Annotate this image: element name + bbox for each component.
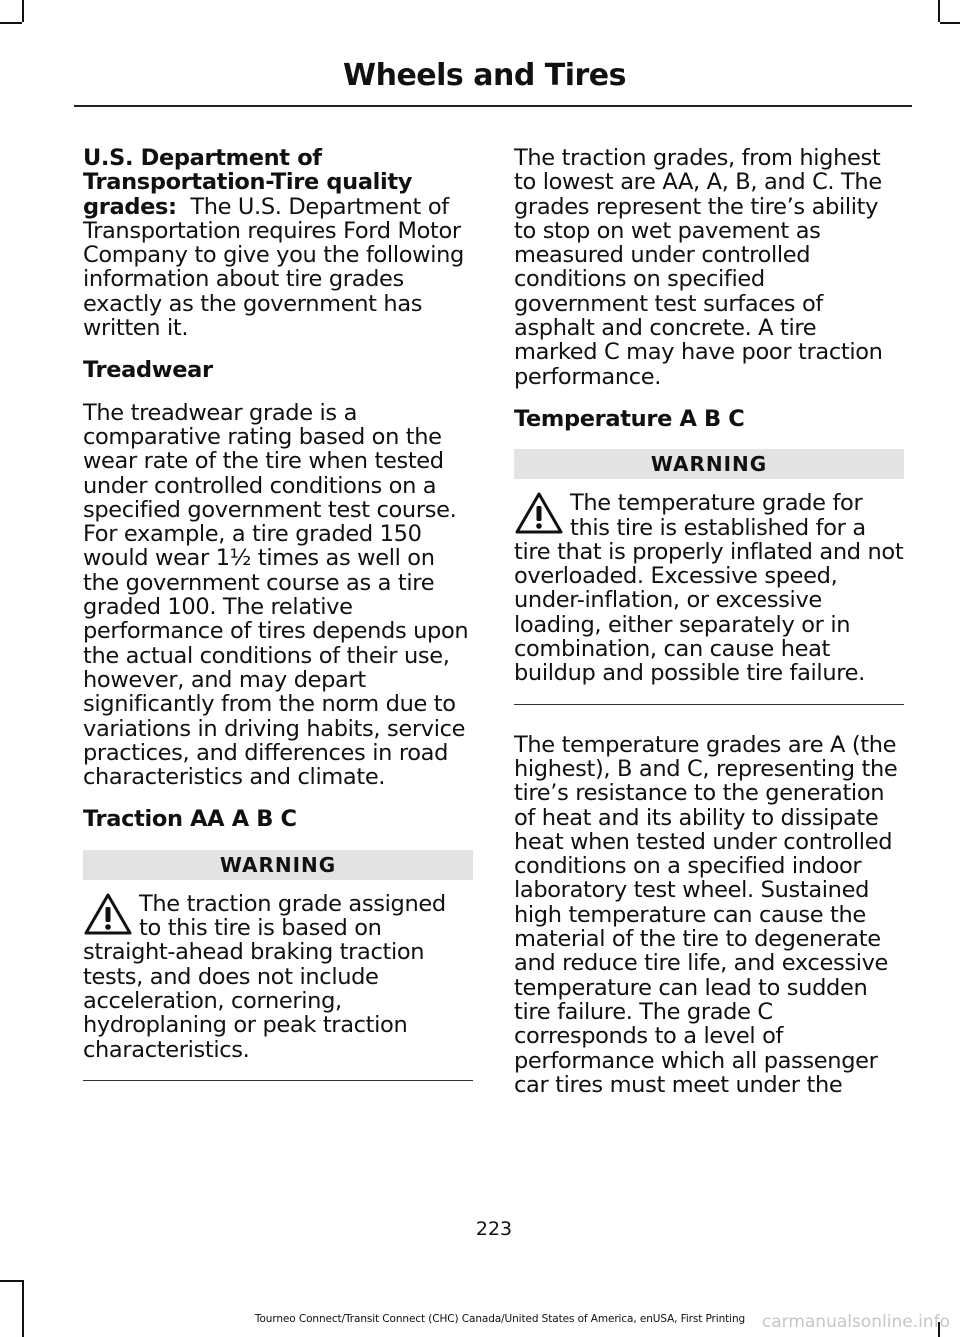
intro-paragraph: [83, 146, 473, 340]
warning-label: WARNING: [514, 449, 904, 479]
warning-body: [514, 491, 904, 685]
crop-mark-top-right: [938, 0, 940, 22]
traction-grades-text: The traction grades, from highest to lowest are AA, A, B, and C. The grades represent the tire’s ability to stop on wet pavement as measured under controlled conditions on specified government test surfaces of asphalt and concrete. A tire marked C may have poor traction performance.: [514, 145, 883, 390]
page-title: Wheels and Tires: [343, 58, 626, 93]
traction-heading: Traction AA A B C: [83, 806, 297, 833]
crop-mark-top-left-h: [0, 22, 22, 24]
right-column: [514, 146, 904, 1115]
treadwear-text: The treadwear grade is a comparative rating based on the wear rate of the tire when tested under controlled conditions on a specified government test course. For example, a tire graded 150 would wear 1½ times as well on the government course as a tire graded 100. The relative performance of tires depends upon the actual conditions of their use, however, and may depart significantly from the norm due to variations in driving habits, service practices, and differences in road characteristics and climate.: [83, 399, 469, 791]
warning-text: The temperature grade for this tire is established for a tire that is properly inflated and not overloaded. Excessive speed, under-inflation, or excessive loading, either separately or in combination, can cause heat buildup and possible tire failure.: [514, 490, 904, 687]
page-number: 223: [475, 1218, 513, 1240]
crop-mark-bottom-left-h: [0, 1280, 22, 1282]
crop-mark-top-left: [22, 0, 24, 22]
warning-rule: [83, 1080, 473, 1081]
warning-triangle-icon: [83, 892, 133, 936]
treadwear-heading: Treadwear: [83, 357, 213, 384]
crop-mark-top-right-h: [940, 22, 960, 24]
temperature-text: The temperature grades are A (the highest), B and C, representing the tire’s resistance to the generation of heat and its ability to dissipate heat when tested under controlled conditions on a specified indoor laboratory test wheel. Sustained high temperature can cause the material of the tire to degenerate and reduce tire life, and excessive temperature can lead to sudden tire failure. The grade C corresponds to a level of performance which all passenger car tires must meet under the: [514, 731, 898, 1098]
warning-body: [83, 892, 473, 1062]
warning-label: WARNING: [83, 850, 473, 880]
intro-text: The U.S. Department of Transportation requires Ford Motor Company to give you the following information about tire grades exactly as the government has written it.: [83, 193, 464, 342]
watermark: carmanualsonline.info: [761, 1312, 950, 1332]
left-column: [83, 146, 473, 1109]
temperature-warning: [514, 449, 904, 704]
warning-rule: [514, 704, 904, 705]
footer-text: Tourneo Connect/Transit Connect (CHC) Canada/United States of America, enUSA, First Printing: [254, 1313, 746, 1325]
crop-mark-bottom-left: [22, 1280, 24, 1337]
temperature-heading: Temperature A B C: [514, 405, 745, 432]
warning-triangle-icon: [514, 491, 564, 535]
warning-text: The traction grade assigned to this tire is based on straight-ahead braking traction tests, and does not include acceleration, cornering, hydroplaning or peak traction characteristics.: [83, 890, 446, 1063]
intro-heading: U.S. Department of Transportation-Tire quality grades:: [83, 145, 413, 220]
traction-warning: [83, 850, 473, 1081]
header-rule: [74, 105, 912, 107]
